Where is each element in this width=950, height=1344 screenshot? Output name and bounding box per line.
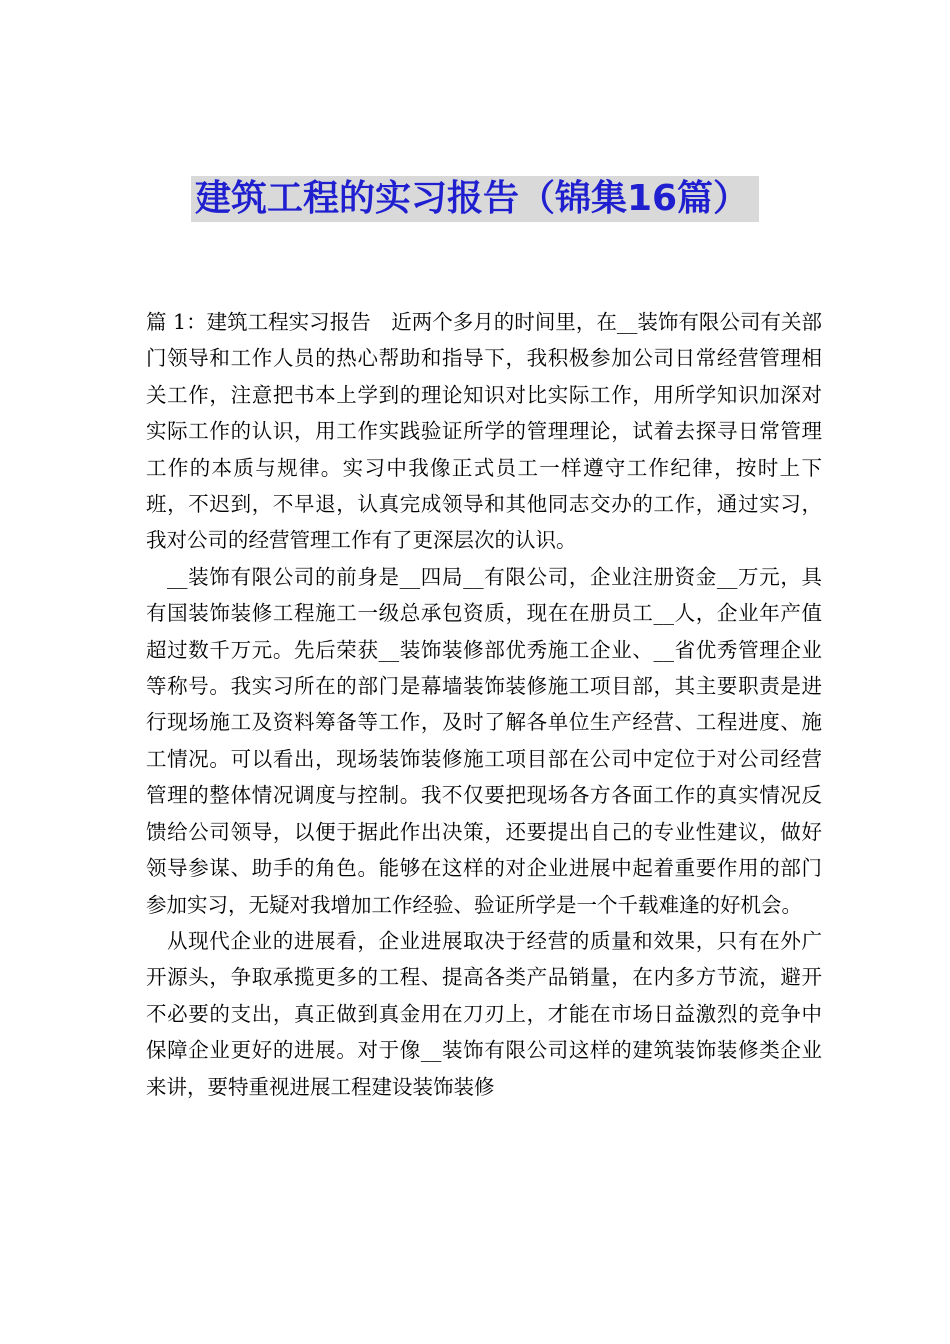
paragraph-2: __装饰有限公司的前身是__四局__有限公司，企业注册资金__万元，具有国装饰装修工程施工一级总承包资质，现在在册员工__人，企业年产值超过数千万元。先后荣获__装饰装修部优秀施工企业、__省优秀管理企业等称号。我实习所在的部门是幕墙装饰装修施工项目部，其主要职责是进行现场施工及资料筹备等工作，及时了解各单位生产经营、工程进度、施工情况。可以看出，现场装饰装修施工项目部在公司中定位于对公司经营管理的整体情况调度与控制。我不仅要把现场各方各面工作的真实情况反馈给公司领导，以便于据此作出决策，还要提出自己的专业性建议，做好领导参谋、助手的角色。能够在这样的对企业进展中起着重要作用的部门参加实习，无疑对我增加工作经验、验证所学是一个千载难逢的好机会。 xyxy=(146,564,822,917)
paragraph-3: 从现代企业的进展看，企业进展取决于经营的质量和效果，只有在外广开源头，争取承揽更多的工程、提高各类产品销量，在内多方节流，避开不必要的支出，真正做到真金用在刀刃上，才能在市场日益激烈的竞争中保障企业更好的进展。对于像__装饰有限公司这样的建筑装饰装修类企业来讲，要特重视进展工程建设装饰装修 xyxy=(146,928,822,1099)
document-body xyxy=(146,304,822,1105)
document-title: 建筑工程的实习报告（锦集16篇） xyxy=(191,176,759,222)
paragraph-1: 篇 1：建筑工程实习报告 近两个多月的时间里，在__装饰有限公司有关部门领导和工作人员的热心帮助和指导下，我积极参加公司日常经营管理相关工作，注意把书本上学到的理论知识对比实际工作，用所学知识加深对实际工作的认识，用工作实践验证所学的管理理论，试着去探寻日常管理工作的本质与规律。实习中我像正式员工一样遵守工作纪律，按时上下班，不迟到，不早退，认真完成领导和其他同志交办的工作，通过实习，我对公司的经营管理工作有了更深层次的认识。 xyxy=(146,310,822,553)
title-container xyxy=(0,176,950,222)
